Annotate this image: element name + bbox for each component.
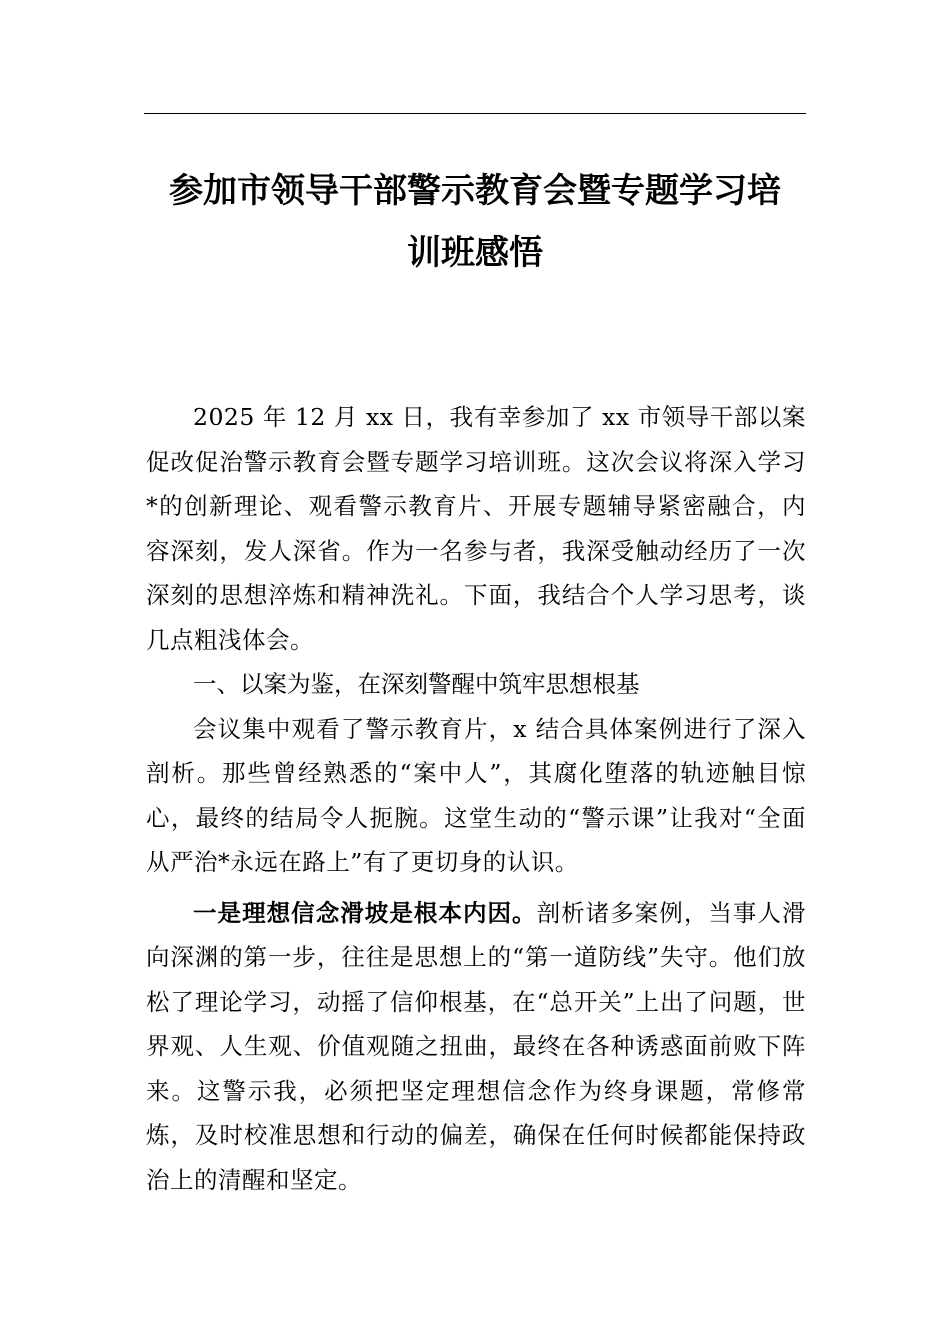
document-body (146, 395, 806, 1202)
title-line-2: 训班感悟 (407, 233, 543, 273)
section-1-paragraph: 会议集中观看了警示教育片，x 结合具体案例进行了深入剖析。那些曾经熟悉的“案中人”，其腐化堕落的轨迹触目惊心，最终的结局令人扼腕。这堂生动的“警示课”让我对“全面从严治*永远在路上”有了更切身的认识。 (146, 714, 806, 876)
document-title (144, 160, 806, 284)
section-1-heading: 一、以案为鉴，在深刻警醒中筑牢思想根基 (193, 670, 640, 698)
title-line-1: 参加市领导干部警示教育会暨专题学习培 (169, 171, 781, 211)
point-1-paragraph (146, 891, 806, 1203)
point-1-lead: 一是理想信念滑坡是根本内因。 (193, 898, 537, 927)
intro-paragraph: 2025 年 12 月 xx 日，我有幸参加了 xx 市领导干部以案促改促治警示教育会暨专题学习培训班。这次会议将深入学习*的创新理论、观看警示教育片、开展专题辅导紧密融合，内容深刻，发人深省。作为一名参与者，我深受触动经历了一次深刻的思想淬炼和精神洗礼。下面，我结合个人学习思考，谈几点粗浅体会。 (146, 403, 806, 654)
point-1-text: 剖析诸多案例，当事人滑向深渊的第一步，往往是思想上的“第一道防线”失守。他们放松了理论学习，动摇了信仰根基，在“总开关”上出了问题，世界观、人生观、价值观随之扭曲，最终在各种诱惑面前败下阵来。这警示我，必须把坚定理想信念作为终身课题，常修常炼，及时校准思想和行动的偏差，确保在任何时候都能保持政治上的清醒和坚定。 (146, 898, 807, 1194)
header-rule (144, 113, 806, 114)
